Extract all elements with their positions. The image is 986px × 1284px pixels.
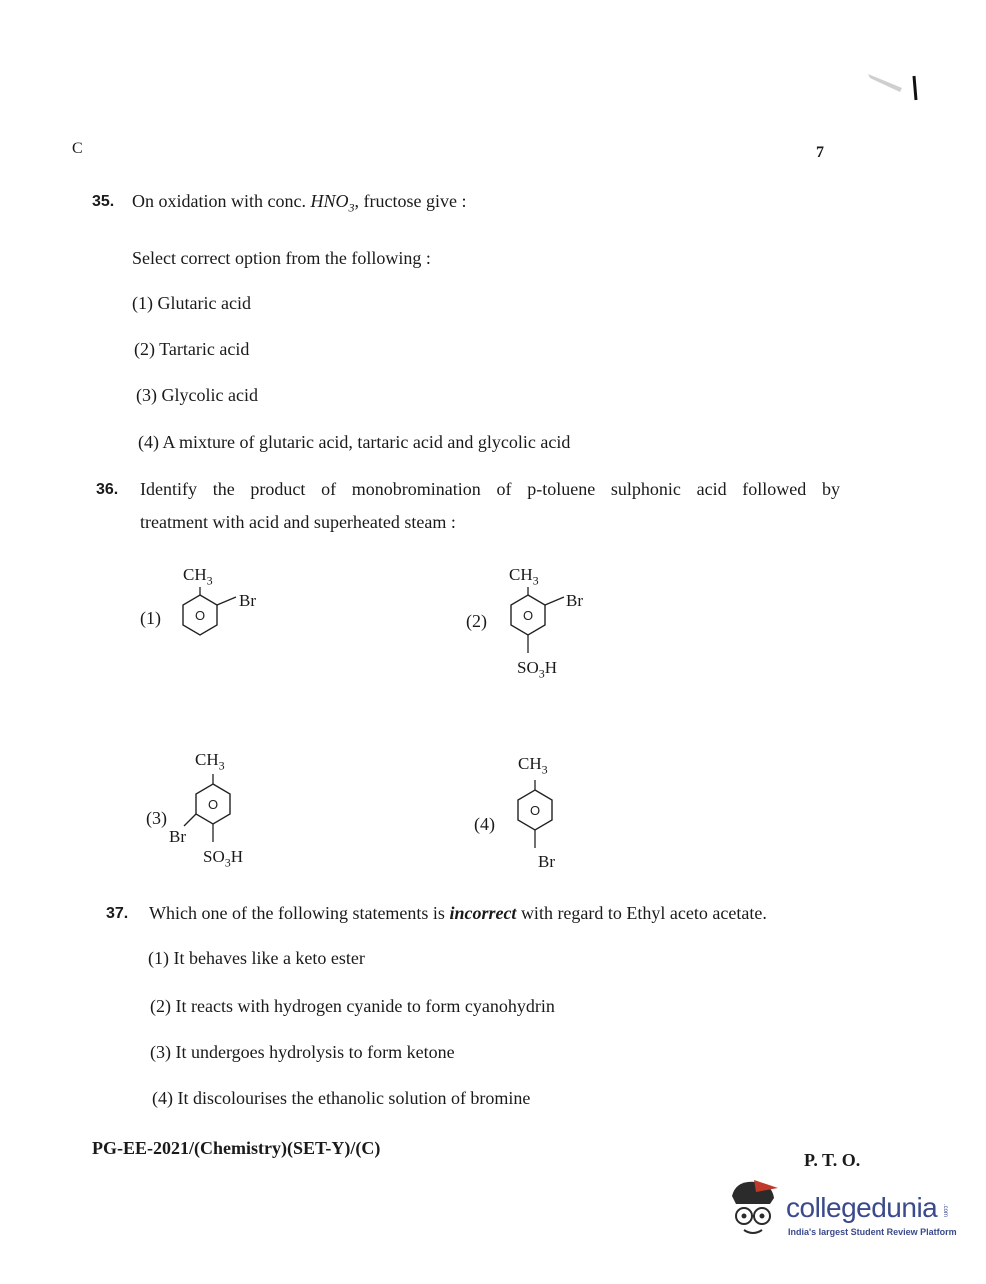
q37-option-4: (4) It discolourises the ethanolic solution of bromine	[152, 1088, 531, 1108]
structure-2-benzene-ring	[506, 585, 566, 660]
q37-option-3: (3) It undergoes hydrolysis to form ketone	[150, 1042, 455, 1062]
q35-option-4: (4) A mixture of glutaric acid, tartaric acid and glycolic acid	[138, 432, 571, 452]
q35-option-1: (1) Glutaric acid	[132, 293, 251, 313]
structure-3-label: (3)	[146, 808, 167, 828]
ring-mark: O	[529, 803, 541, 818]
structure-1-ch3: $CH_3$	[183, 565, 213, 588]
q35-option-2: (2) Tartaric acid	[134, 339, 250, 359]
structure-4-label: (4)	[474, 814, 495, 834]
q36-number: 36.	[96, 481, 119, 498]
q37-option-2: (2) It reacts with hydrogen cyanide to form cyanohydrin	[150, 996, 555, 1016]
pto-label: P. T. O.	[804, 1150, 861, 1170]
structure-1-br: Br	[239, 591, 256, 610]
structure-1-label: (1)	[140, 608, 161, 628]
page-number: 7	[816, 144, 824, 161]
q35-number: 35.	[92, 193, 115, 210]
brand-tagline: India's largest Student Review Platform	[788, 1227, 957, 1237]
brand-name: collegedunia	[786, 1192, 938, 1223]
q35-instruction: Select correct option from the following :	[132, 248, 431, 268]
structure-4-benzene-ring	[510, 778, 570, 853]
brand-dotcom: .com	[942, 1204, 948, 1218]
scan-mark-icon	[866, 70, 926, 104]
q37-number: 37.	[106, 905, 129, 922]
structure-1-benzene-ring	[178, 585, 238, 645]
q37-question: Which one of the following statements is incorrect with regard to Ethyl aceto acetate.	[149, 903, 767, 923]
set-letter: C	[72, 140, 83, 157]
q36-line-2: treatment with acid and superheated steam :	[140, 512, 456, 532]
q37-option-1: (1) It behaves like a keto ester	[148, 948, 365, 968]
structure-3-ch3: $CH_3$	[195, 750, 225, 773]
ring-mark: O	[194, 608, 206, 623]
structure-3-br: Br	[169, 827, 186, 846]
structure-3-so3h: $SO_3H$	[203, 847, 244, 870]
structure-2-ch3: $CH_3$	[509, 565, 539, 588]
ring-mark: O	[522, 608, 534, 623]
structure-2-so3h: $SO_3H$	[517, 658, 558, 681]
paper-code: PG-EE-2021/(Chemistry)(SET-Y)/(C)	[92, 1138, 381, 1158]
q36-line-1: Identify the product of monobromination of p-toluene sulphonic acid followed by	[140, 479, 840, 499]
structure-4-ch3: $CH_3$	[518, 754, 548, 777]
q35-question: On oxidation with conc. $HNO_3$, fructose give :	[132, 191, 467, 215]
mascot-logo-icon	[726, 1178, 782, 1242]
ring-mark: O	[207, 797, 219, 812]
structure-4-br: Br	[538, 852, 555, 871]
q35-option-3: (3) Glycolic acid	[136, 385, 258, 405]
structure-2-br: Br	[566, 591, 583, 610]
structure-2-label: (2)	[466, 611, 487, 631]
structure-3-benzene-ring	[188, 772, 248, 852]
